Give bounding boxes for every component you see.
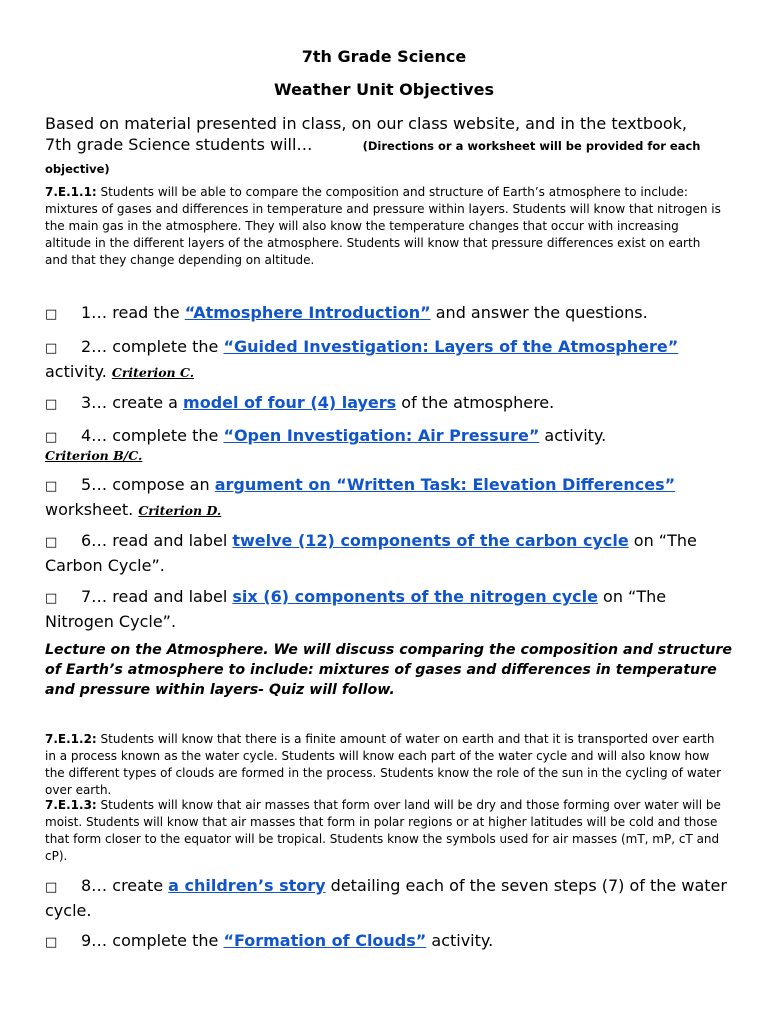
task-item-8 xyxy=(45,874,735,922)
checkbox-icon[interactable]: □ xyxy=(45,591,58,606)
task-text: 7… read and label xyxy=(81,587,233,606)
task-item-1 xyxy=(45,301,735,326)
intro-note: (Directions or a worksheet will be provided for each objective) xyxy=(45,139,701,176)
link-nitrogen-cycle[interactable]: six (6) components of the nitrogen cycle xyxy=(232,587,598,606)
task-text: 8… create xyxy=(81,876,169,895)
task-text: 2… complete the xyxy=(81,337,224,356)
link-open-investigation[interactable]: “Open Investigation: Air Pressure” xyxy=(223,426,540,445)
task-text: 6… read and label xyxy=(81,531,233,550)
checkbox-icon[interactable]: □ xyxy=(45,341,58,356)
task-text: activity. xyxy=(45,362,112,381)
criterion-label: Criterion B/C. xyxy=(45,448,143,463)
task-item-3 xyxy=(45,391,735,416)
standard-text: Students will be able to compare the composition and structure of Earth’s atmosphere to include: mixtures of gases and differences in temperature and pressure within layers. Students will know that nitrogen is the main gas in the atmosphere. They will also know the temperature changes that occur with increasing altitude in the different layers of the atmosphere. Students will know that pressure differences exist on earth and that they change depending on altitude. xyxy=(45,185,721,267)
task-text: of the atmosphere. xyxy=(396,393,555,412)
checkbox-icon[interactable]: □ xyxy=(45,479,58,494)
link-model-four-layers[interactable]: model of four (4) layers xyxy=(183,393,397,412)
page-title: 7th Grade Science xyxy=(301,47,467,66)
task-text: 9… complete the xyxy=(81,931,224,950)
task-text: activity. xyxy=(426,931,494,950)
task-item-9 xyxy=(45,929,735,954)
task-item-6 xyxy=(45,529,735,577)
task-item-5 xyxy=(45,473,735,522)
task-item-4 xyxy=(45,424,735,473)
standard-7e12 xyxy=(45,731,725,799)
checkbox-icon[interactable]: □ xyxy=(45,935,58,950)
standard-7e11 xyxy=(45,184,725,269)
checkbox-icon[interactable]: □ xyxy=(45,535,58,550)
intro-paragraph xyxy=(45,113,715,180)
criterion-label: Criterion D. xyxy=(138,503,222,518)
task-text: 4… complete the xyxy=(81,426,224,445)
criterion-label: Criterion C. xyxy=(111,365,195,380)
standard-text: Students will know that air masses that form over land will be dry and those forming over water will be moist. Students will know that air masses that form in polar regions or at higher latitudes will be cold and those that form closer to the equator will be tropical. Students know the symbols used for air masses (mT, mP, cT and cP). xyxy=(45,798,721,863)
intro-text: Based on material presented in class, on our class website, and in the textbook, 7th grade Science students will… xyxy=(45,114,687,154)
checkbox-icon[interactable]: □ xyxy=(45,307,58,322)
task-text: 5… compose an xyxy=(81,475,215,494)
task-item-7 xyxy=(45,585,735,633)
task-item-2 xyxy=(45,335,735,384)
task-text: 1… read the xyxy=(81,303,185,322)
link-carbon-cycle[interactable]: twelve (12) components of the carbon cycle xyxy=(232,531,629,550)
lecture-note: Lecture on the Atmosphere. We will discuss comparing the composition and structure of Earth’s atmosphere to include: mixtures of gases and differences in temperature and pressure within layers- Quiz will follow. xyxy=(45,642,733,698)
link-childrens-story[interactable]: a children’s story xyxy=(168,876,326,895)
standard-code: 7.E.1.3: xyxy=(45,798,97,812)
task-text: detailing each of the seven steps (7) of the water cycle. xyxy=(45,876,727,920)
task-text: activity. xyxy=(539,426,607,445)
link-guided-investigation[interactable]: “Guided Investigation: Layers of the Atmosphere” xyxy=(223,337,679,356)
standard-code: 7.E.1.1: xyxy=(45,185,97,199)
standard-text: Students will know that there is a finite amount of water on earth and that it is transported over earth in a process known as the water cycle. Students will know each part of the water cycle and will also know how the different types of clouds are formed in the process. Students know the role of the sun in the cycling of water over earth. xyxy=(45,732,722,797)
task-text: on “The Nitrogen Cycle”. xyxy=(45,587,667,631)
standard-7e13 xyxy=(45,797,725,865)
task-text: 3… create a xyxy=(81,393,184,412)
standard-code: 7.E.1.2: xyxy=(45,732,97,746)
link-written-task[interactable]: argument on “Written Task: Elevation Differences” xyxy=(214,475,676,494)
link-formation-of-clouds[interactable]: “Formation of Clouds” xyxy=(223,931,427,950)
page-subtitle: Weather Unit Objectives xyxy=(274,80,494,99)
checkbox-icon[interactable]: □ xyxy=(45,397,58,412)
task-text: worksheet. xyxy=(45,500,139,519)
task-text: and answer the questions. xyxy=(430,303,648,322)
checkbox-icon[interactable]: □ xyxy=(45,430,58,445)
task-text: on “The Carbon Cycle”. xyxy=(45,531,697,575)
checkbox-icon[interactable]: □ xyxy=(45,880,58,895)
link-atmosphere-introduction[interactable]: “Atmosphere Introduction” xyxy=(184,303,431,322)
